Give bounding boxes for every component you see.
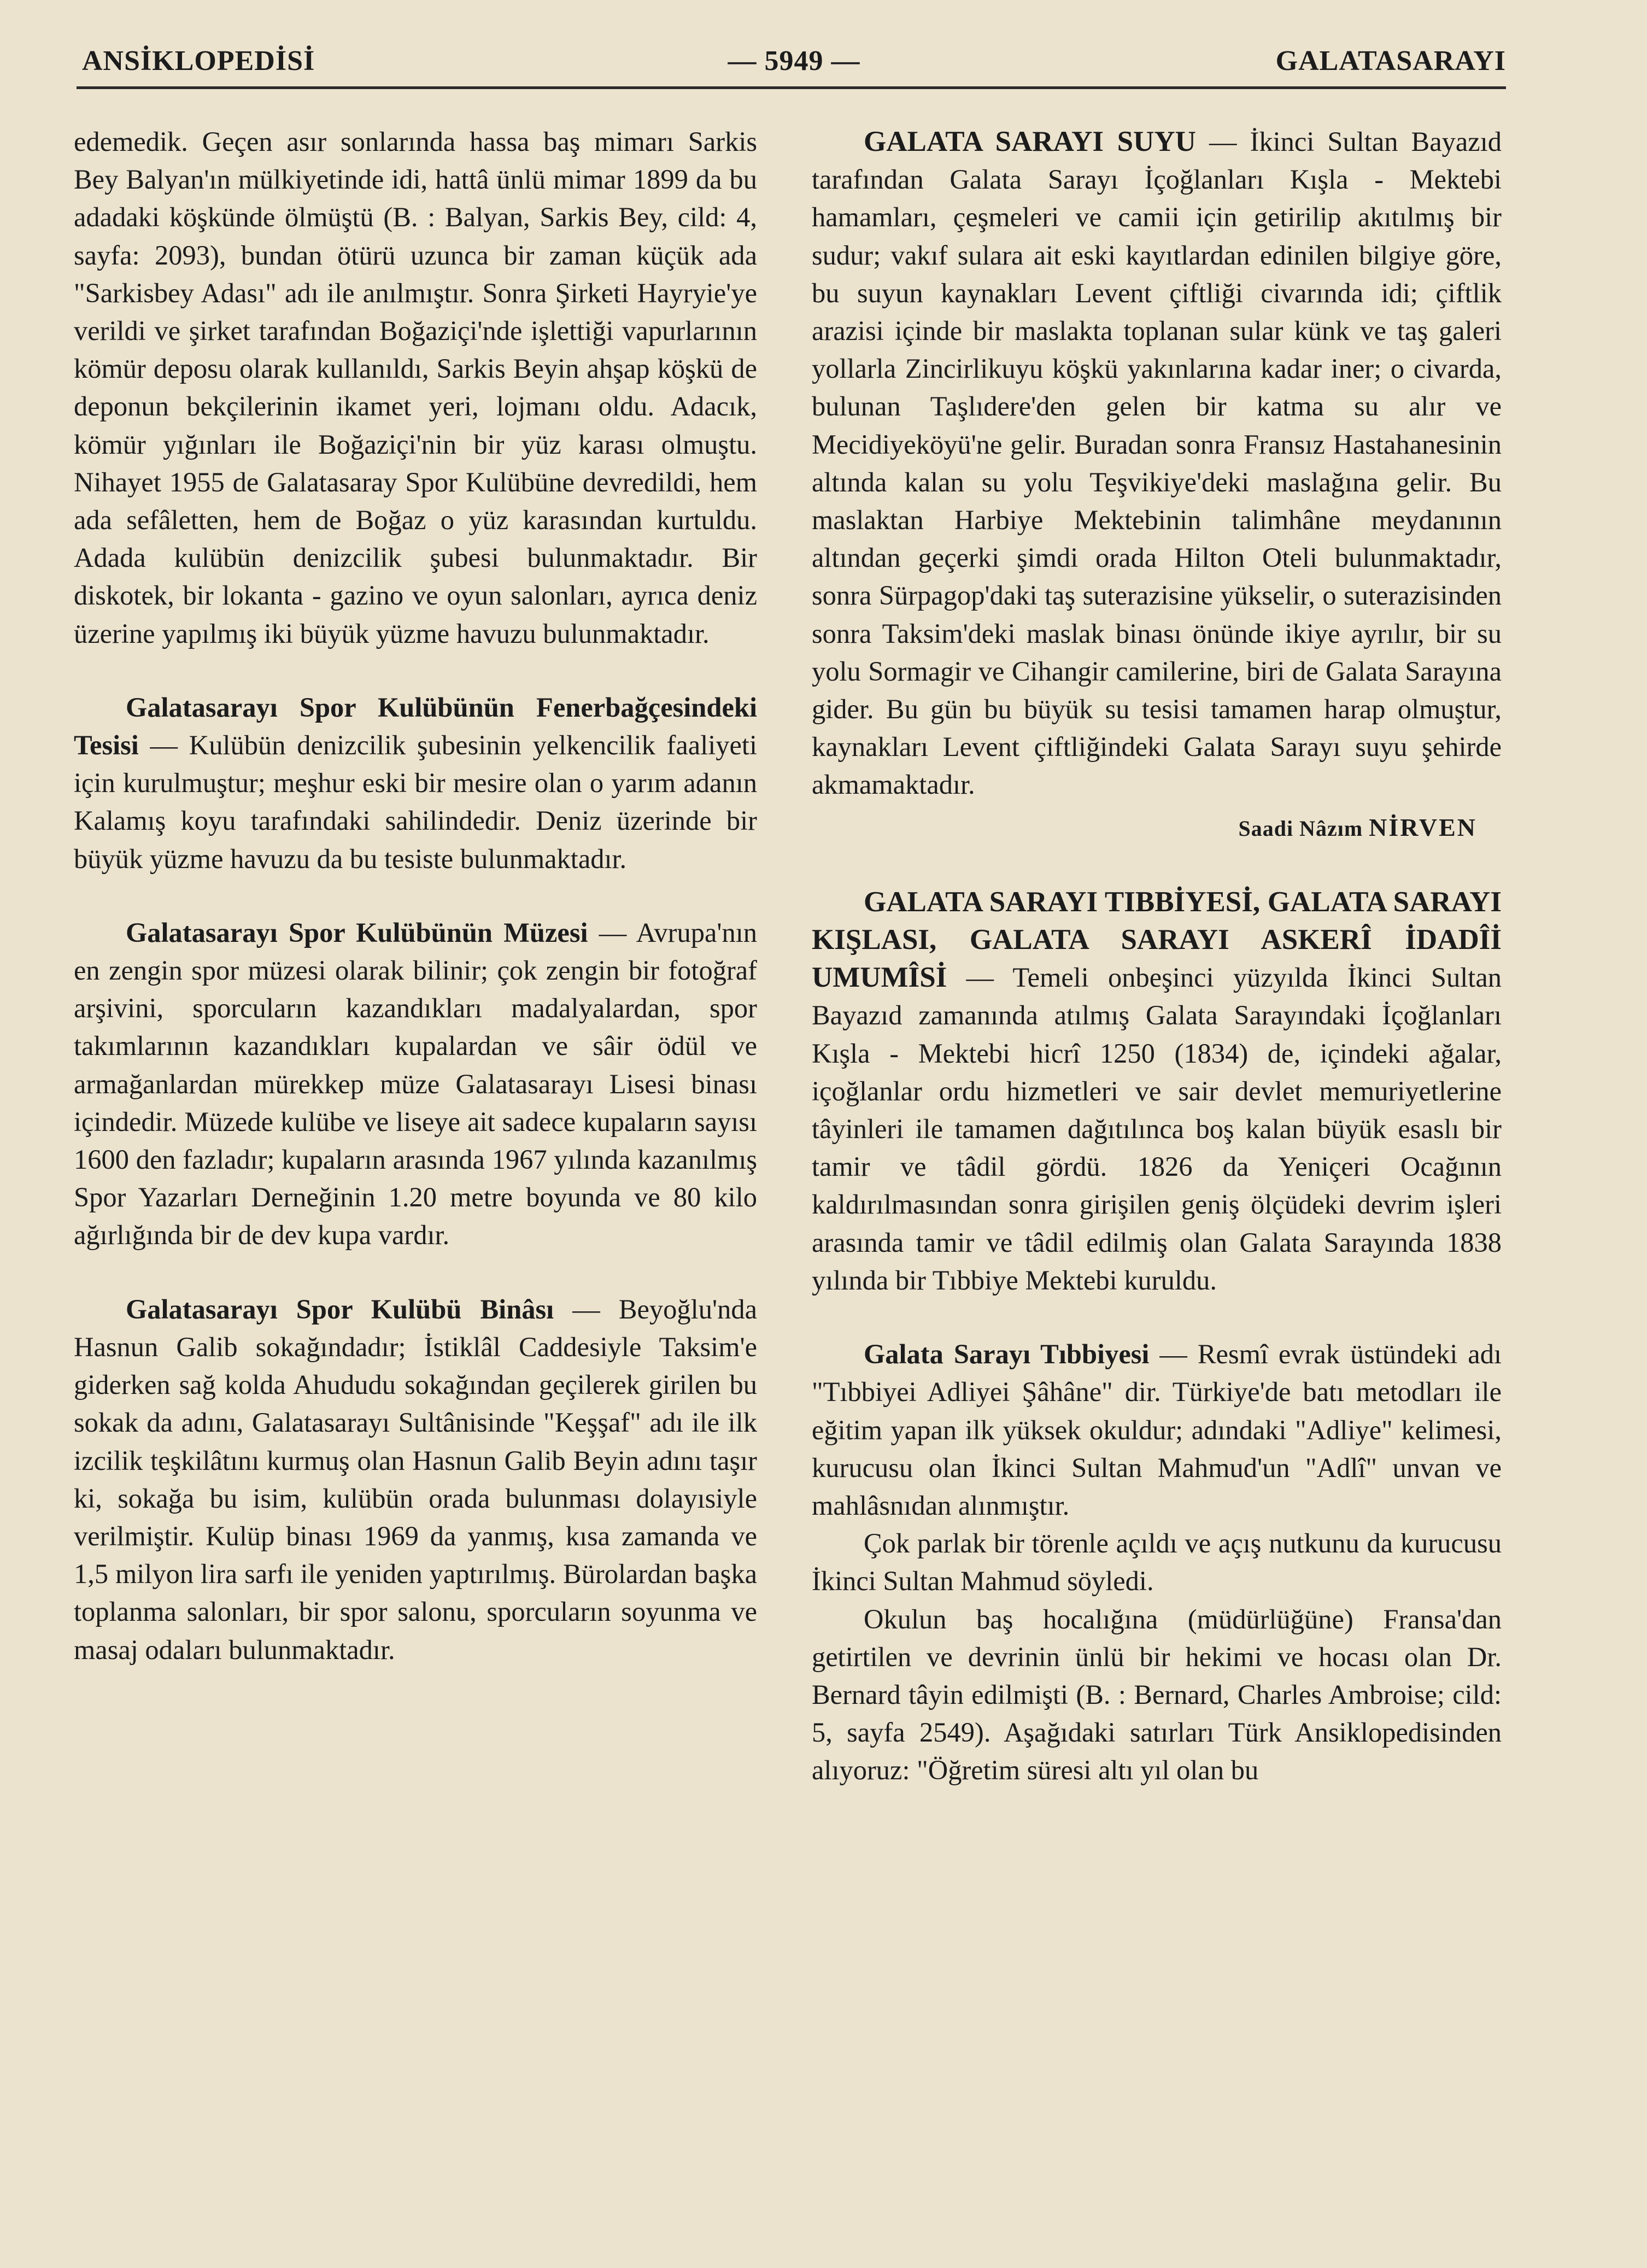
section-body: — Beyoğlu'nda Hasnun Galib sokağındadır; İstiklâl Caddesiyle Taksim'e giderken sağ kolda Ahududu sokağından geçilerek girilen bu sokak da adını, Galatasarayı Sultânisinde "Keşşaf" adı ile ilk izcilik teşkilâtını kurmuş olan Hasnun Galib Beyin adını taşır ki, sokağa bu isim, kulübün orada bulunması dolayısiyle verilmiştir. Kulüp binası 1969 da yanmış, kısa zamanda ve 1,5 milyon lira sarfı ile yeniden yaptırılmış. Bürolardan başka toplanma salonları, bir spor salonu, sporcuların soyunma ve masaj odaları bulunmaktadır. bbox=[74, 1293, 757, 1665]
running-head bbox=[82, 45, 1506, 83]
paragraph-opening-ceremony: Çok parlak bir törenle açıldı ve açış nutkunu da kurucusu İkinci Sultan Mahmud söyledi. bbox=[812, 1528, 1502, 1597]
header-left-title: ANSİKLOPEDİSİ bbox=[82, 45, 315, 77]
author-given-name: Saadi Nâzım bbox=[1238, 816, 1363, 841]
header-right-title: GALATASARAYI bbox=[1275, 45, 1506, 77]
entry-galata-sarayi-suyu bbox=[812, 123, 1502, 804]
author-signature bbox=[812, 808, 1502, 847]
section-heading: Galatasarayı Spor Kulübünün Müzesi bbox=[126, 917, 588, 948]
header-rule bbox=[77, 86, 1506, 89]
entry-heading: GALATA SARAYI SUYU bbox=[864, 126, 1196, 157]
section-fenerbahce-facility bbox=[74, 689, 757, 878]
section-body: — Resmî evrak üstündeki adı "Tıbbiyei Adliyei Şâhâne" dir. Türkiye'de batı metodları ile eğitim yapan ilk yüksek okuldur; adındaki "Adliye" kelimesi, kurucusu olan İkinci Sultan Mahmud'un "Adlî" unvan ve mahlâsnıdan alınmıştır. bbox=[812, 1339, 1502, 1521]
section-body: — Avrupa'nın en zengin spor müzesi olarak bilinir; çok zengin bir fotoğraf arşivini, sporcuların kazandıkları madalyalardan, spor takımlarının kazandıkları kupalardan ve sâir ödül ve armağanlardan mürekkep müze Galatasarayı Lisesi binası içindedir. Müzede kulübe ve liseye ait sadece kupaların sayısı 1600 den fazladır; kupaların arasında 1967 yılında kazanılmış Spor Yazarları Derneğinin 1.20 metre boyunda ve 80 kilo ağırlığında bir de dev kupa vardır. bbox=[74, 917, 757, 1251]
section-heading: Galatasarayı Spor Kulübü Binâsı bbox=[126, 1293, 554, 1325]
page-number: — 5949 — bbox=[728, 45, 860, 77]
entry-galata-sarayi-tibbiyesi bbox=[812, 883, 1502, 1299]
section-museum bbox=[74, 914, 757, 1255]
entry-body: — İkinci Sultan Bayazıd tarafından Galata Sarayı İçoğlanları Kışla - Mektebi hamamları, çeşmeleri ve camii için getirilip akıtılmış bir sudur; vakıf sulara ait eski kayıtlardan edinilen bilgiye göre, bu suyun kaynakları Levent çiftliği civarında idi; çiftlik arazisi içinde bir maslakta toplanan sular künk ve taş galeri yollarla Zincirlikuyu köşkü yakınlarına kadar iner; o civarda, bulunan Taşlıdere'den gelen bir katma su alır ve Mecidiyeköyü'ne gelir. Buradan sonra Fransız Hastahanesinin altında kalan su yolu Teşvikiye'deki maslağına gelir. Bu maslaktan Harbiye Mektebinin talimhâne meydanının altından geçerki şimdi orada Hilton Oteli bulunmaktadır, sonra Sürpagop'daki taş suterazisine yükselir, o suterazisinden sonra Taksim'deki maslak binası önünde ikiye ayrılır, bir su yolu Sormagir ve Cihangir camilerine, biri de Galata Sarayına gider. Bu gün bu büyük su tesisi tamamen harap olmuştur, kaynakları Levent çiftliğindeki Galata Sarayı suyu şehirde akmamaktadır. bbox=[812, 126, 1502, 800]
right-column bbox=[812, 123, 1502, 1790]
section-heading: Galatasarayı Spor Kulübünün Fenerbağçesindeki Tesisi bbox=[74, 691, 757, 761]
section-body: — Kulübün denizcilik şubesinin yelkencilik faaliyeti için kurulmuştur; meşhur eski bir mesire olan o yarım adanın Kalamış koyu tarafındaki sahilindedir. Deniz üzerinde bir büyük yüzme havuzu da bu tesiste bulunmaktadır. bbox=[74, 730, 757, 874]
entry-body: — Temeli onbeşinci yüzyılda İkinci Sultan Bayazıd zamanında atılmış Galata Sarayındaki İçoğlanları Kışla - Mektebi hicrî 1250 (1834) de, içindeki ağalar, içoğlanlar ordu hizmetleri ve sair devlet memuriyetlerine tâyinleri ile tamamen dağıtılınca boş kalan büyük esaslı bir tamir ve tâdil gördü. 1826 da Yeniçeri Ocağının kaldırılmasından sonra girişilen geniş ölçüdeki devrim işleri arasında tamir ve tâdil edilmiş olan Galata Sarayında 1838 yılında bir Tıbbiye Mektebi kuruldu. bbox=[812, 962, 1502, 1296]
author-surname: NİRVEN bbox=[1369, 813, 1477, 841]
left-column bbox=[74, 123, 757, 1669]
entry-heading: GALATA SARAYI TIBBİYESİ, GALATA SARAYI KIŞLASI, GALATA SARAYI ASKERÎ İDADÎİ UMUMÎSİ bbox=[812, 886, 1502, 994]
article-continuation-paragraph: edemedik. Geçen asır sonlarında hassa baş mimarı Sarkis Bey Balyan'ın mülkiyetinde idi, hattâ ünlü mimar 1899 da bu adadaki köşkünde ölmüştü (B. : Balyan, Sarkis Bey, cild: 4, sayfa: 2093), bundan ötürü uzunca bir zaman küçük ada "Sarkisbey Adası" adı ile anılmıştır. Sonra Şirketi Hayryie'ye verildi ve şirket tarafından Boğaziçi'nde işlettiği vapurlarının kömür deposu olarak kullanıldı, Sarkis Beyin ahşap köşkü de deponun bekçilerinin ikamet yeri, lojmanı oldu. Adacık, kömür yığınları ile Boğaziçi'nin bir yüz karası olmuştu. Nihayet 1955 de Galatasaray Spor Kulübüne devredildi, hem ada sefâletten, hem de Boğaz o yüz karasından kurtuldu. Adada kulübün denizcilik şubesi bulunmaktadır. Bir diskotek, bir lokanta - gazino ve oyun salonları, ayrıca deniz üzerine yapılmış iki büyük yüzme havuzu bulunmaktadır. bbox=[74, 126, 757, 649]
section-club-building bbox=[74, 1291, 757, 1669]
section-tibbiye bbox=[812, 1335, 1502, 1525]
paragraph-head-teacher: Okulun baş hocalığına (müdürlüğüne) Fransa'dan getirtilen ve devrinin ünlü bir hekimi ve hocası olan Dr. Bernard tâyin edilmişti (B. : Bernard, Charles Ambroise; cild: 5, sayfa 2549). Aşağıdaki satırları Türk Ansiklopedisinden alıyoruz: "Öğretim süresi altı yıl olan bu bbox=[812, 1603, 1502, 1786]
section-heading: Galata Sarayı Tıbbiyesi bbox=[864, 1339, 1150, 1370]
